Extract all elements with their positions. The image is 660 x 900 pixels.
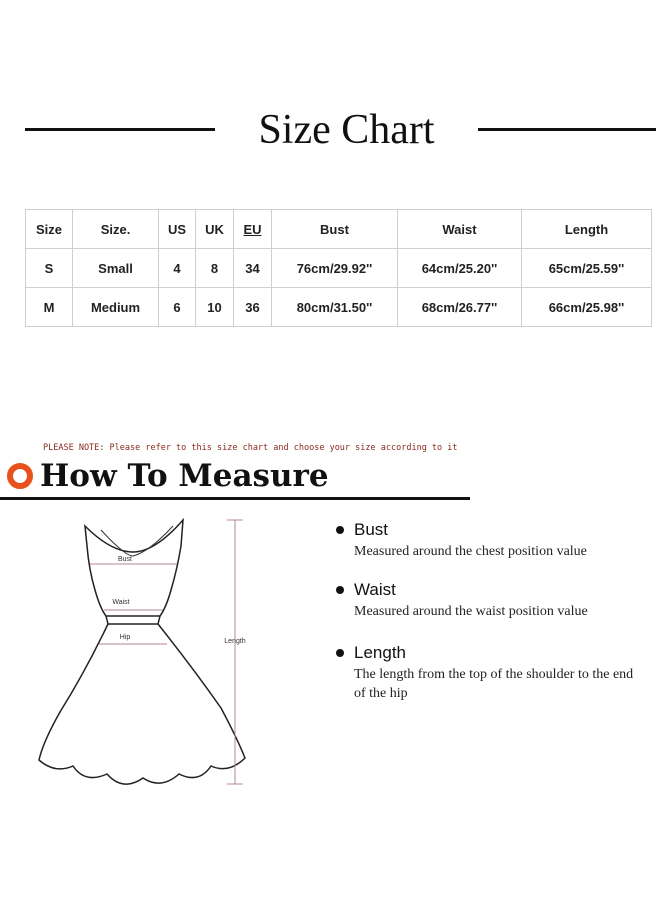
table-cell: 68cm/26.77'' [398, 288, 522, 327]
measure-label: Waist [354, 580, 396, 599]
measure-head-length [336, 643, 656, 663]
table-row [26, 288, 652, 327]
bust-label: Bust [117, 556, 133, 563]
header-cell: Waist [398, 210, 522, 249]
how-to-measure-title: How To Measure [40, 458, 329, 494]
size-chart-title: Size Chart [258, 107, 435, 153]
measure-desc: Measured around the chest position value [354, 544, 587, 559]
table-cell: 10 [196, 288, 234, 327]
title-rule-left [25, 128, 215, 131]
table-cell: 66cm/25.98'' [522, 288, 652, 327]
header-cell: Size. [73, 210, 159, 249]
measure-head-bust [336, 520, 656, 540]
header-cell-eu: EU [243, 221, 262, 237]
table-cell: 80cm/31.50'' [272, 288, 398, 327]
measure-item-length [336, 643, 656, 703]
dress-bodice-outline [85, 520, 183, 616]
table-cell: 6 [159, 288, 196, 327]
bullet-icon [336, 526, 344, 534]
waist-band [106, 616, 160, 624]
measure-label: Bust [354, 520, 389, 539]
header-cell [234, 210, 272, 249]
table-cell: 4 [159, 249, 196, 288]
bullet-icon [336, 586, 344, 594]
measure-item-waist [336, 580, 656, 621]
table-cell: S [26, 249, 73, 288]
table-cell: 64cm/25.20'' [398, 249, 522, 288]
size-chart-table [25, 209, 652, 327]
dress-skirt-outline [39, 624, 245, 784]
table-cell: Medium [73, 288, 159, 327]
title-rule-right [478, 128, 656, 131]
dress-diagram [15, 512, 275, 802]
table-cell: 34 [234, 249, 272, 288]
measure-item-bust [336, 520, 656, 561]
table-cell: 36 [234, 288, 272, 327]
table-row [26, 249, 652, 288]
how-to-measure-rule [0, 497, 470, 500]
orange-ring-icon [6, 462, 34, 490]
length-label: Length [224, 638, 246, 645]
table-cell: 76cm/29.92'' [272, 249, 398, 288]
header-cell: Bust [272, 210, 398, 249]
header-cell: Length [522, 210, 652, 249]
waist-label: Waist [112, 599, 130, 606]
size-chart-title-row [0, 104, 660, 156]
measure-head-waist [336, 580, 656, 600]
table-cell: 8 [196, 249, 234, 288]
measure-desc: Measured around the waist position value [354, 604, 588, 619]
table-header-row [26, 210, 652, 249]
table-cell: 65cm/25.59'' [522, 249, 652, 288]
table-cell: Small [73, 249, 159, 288]
header-cell: UK [196, 210, 234, 249]
header-cell: Size [26, 210, 73, 249]
measure-desc: The length from the top of the shoulder to the end of the hip [354, 667, 634, 701]
measure-label: Length [354, 643, 406, 662]
bullet-icon [336, 649, 344, 657]
table-cell: M [26, 288, 73, 327]
header-cell: US [159, 210, 196, 249]
size-note: PLEASE NOTE: Please refer to this size chart and choose your size according to it [43, 443, 458, 453]
hip-label: Hip [119, 634, 131, 641]
